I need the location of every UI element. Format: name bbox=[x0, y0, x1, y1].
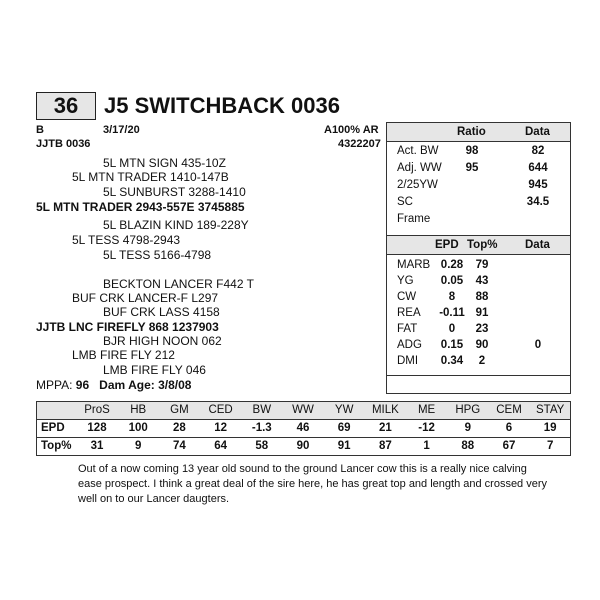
epd-row-top: 43 bbox=[475, 275, 489, 287]
epd-header bbox=[387, 235, 570, 255]
epd-table-top-cell: 67 bbox=[502, 440, 516, 452]
epd-row-top: 88 bbox=[475, 291, 489, 303]
epd-table-top-cell: 9 bbox=[134, 440, 142, 452]
epd-row-top: 2 bbox=[478, 355, 486, 367]
perf-data: 644 bbox=[528, 162, 548, 174]
epd-row-top: 91 bbox=[475, 307, 489, 319]
perf-data: 82 bbox=[531, 145, 545, 157]
epd-row-epd: 0 bbox=[448, 323, 456, 335]
dam-sire-dam: BUF CRK LASS 4158 bbox=[103, 305, 220, 319]
epd-row-label: REA bbox=[397, 307, 421, 319]
breed: A100% AR bbox=[324, 124, 379, 136]
top-row-label: Top% bbox=[41, 440, 72, 452]
perf-data: 945 bbox=[528, 179, 548, 191]
epd-row-epd: 0.15 bbox=[440, 339, 464, 351]
ratio-label: Ratio bbox=[457, 126, 486, 138]
sire-dam-dam: 5L TESS 5166-4798 bbox=[103, 248, 212, 262]
data-label: Data bbox=[525, 126, 550, 138]
epd-row-label: MARB bbox=[397, 259, 431, 271]
epd-table-header-cell: GM bbox=[170, 404, 189, 416]
epd-table-epd-cell: 12 bbox=[214, 422, 227, 434]
epd-table-header-cell: YW bbox=[334, 404, 354, 416]
perf-ratio: 95 bbox=[465, 162, 479, 174]
epd-table-header-cell: CEM bbox=[496, 404, 522, 416]
epd-row-label: ADG bbox=[397, 339, 422, 351]
perf-label: SC bbox=[397, 196, 413, 208]
epd-table-top-cell: 58 bbox=[255, 440, 269, 452]
epd-table-epd-cell: 28 bbox=[172, 422, 186, 434]
epd-row-label: YG bbox=[397, 275, 414, 287]
epd-row-label: EPD bbox=[41, 422, 65, 434]
lot-number: 36 bbox=[36, 92, 96, 120]
sire-dam: 5L TESS 4798-2943 bbox=[72, 233, 181, 247]
epd-row-epd: 0.05 bbox=[440, 275, 464, 287]
epd-row-data: 0 bbox=[534, 339, 542, 351]
perf-label: Frame bbox=[397, 213, 431, 225]
epd-table-epd-cell: 19 bbox=[543, 422, 557, 434]
epd-table-header-cell: ME bbox=[417, 404, 436, 416]
epd-table-header-cell: ProS bbox=[84, 404, 110, 416]
epd-row-top: 23 bbox=[475, 323, 489, 335]
epd-table bbox=[36, 401, 571, 456]
ratio-header bbox=[387, 123, 570, 142]
epd-table-header-cell: WW bbox=[292, 404, 314, 416]
dam-age-label: Dam Age: bbox=[99, 378, 155, 392]
epd-table-header-cell: STAY bbox=[536, 404, 565, 416]
epd-table-top-cell: 1 bbox=[423, 440, 430, 452]
dam-sire-sire: BECKTON LANCER F442 T bbox=[103, 277, 254, 291]
epd-table-top-cell: 87 bbox=[378, 440, 392, 452]
mppa-label: MPPA: bbox=[36, 378, 73, 392]
performance-box bbox=[386, 122, 571, 394]
epd-table-top-cell: 91 bbox=[337, 440, 351, 452]
epd-table-header-cell: MILK bbox=[371, 404, 399, 416]
epd-row-epd: 0.34 bbox=[440, 355, 464, 367]
epd-row-epd: 0.28 bbox=[440, 259, 464, 271]
sire-dam-sire: 5L BLAZIN KIND 189-228Y bbox=[103, 218, 249, 232]
epd-row-label: CW bbox=[397, 291, 417, 303]
epd-table-header-cell: BW bbox=[252, 404, 272, 416]
mppa-value: 96 bbox=[75, 378, 90, 392]
dam: JJTB LNC FIREFLY 868 1237903 bbox=[36, 320, 219, 334]
epd-table-epd-cell: 9 bbox=[464, 422, 471, 434]
dam-age-value: 3/8/08 bbox=[158, 378, 192, 392]
tattoo: JJTB 0036 bbox=[36, 138, 91, 150]
mppa-line bbox=[36, 378, 191, 392]
sire-sire-dam: 5L SUNBURST 3288-1410 bbox=[103, 185, 246, 199]
epd-table-header-cell: CED bbox=[208, 404, 233, 416]
epd-table-top-cell: 31 bbox=[90, 440, 104, 452]
dam-dam-sire: BJR HIGH NOON 062 bbox=[103, 334, 222, 348]
epd-row-epd: -0.11 bbox=[439, 307, 465, 319]
epd-table-epd-cell: 69 bbox=[337, 422, 351, 434]
comments: Out of a now coming 13 year old sound to the ground Lancer cow this is a really nice calving ease prospect. I think a great deal of the sire here, he has great top and length and crossed very well on to our Lancer daugters. bbox=[78, 463, 548, 505]
epd-row-label: FAT bbox=[397, 323, 418, 335]
epd-table-epd-cell: 46 bbox=[296, 422, 310, 434]
sex: B bbox=[36, 124, 44, 136]
sire: 5L MTN TRADER 2943-557E 3745885 bbox=[36, 200, 245, 214]
perf-label: Adj. WW bbox=[397, 162, 442, 174]
epd-table-epd-cell: 128 bbox=[87, 422, 107, 434]
sire-sire: 5L MTN TRADER 1410-147B bbox=[72, 170, 229, 184]
epd-table-epd-cell: -12 bbox=[418, 422, 435, 434]
epd-table-top-cell: 88 bbox=[461, 440, 475, 452]
dam-dam: LMB FIRE FLY 212 bbox=[72, 348, 175, 362]
reg-number: 4322207 bbox=[338, 138, 381, 150]
epd-table-top-cell: 90 bbox=[296, 440, 310, 452]
epd-table-epd-cell: 100 bbox=[128, 422, 148, 434]
epd-label: EPD bbox=[435, 239, 459, 251]
epd-table-top-cell: 7 bbox=[546, 440, 554, 452]
epd-table-header-cell: HB bbox=[130, 404, 147, 416]
epd-table-epd-cell: -1.3 bbox=[251, 422, 272, 434]
perf-label: 2/25YW bbox=[397, 179, 438, 191]
epd-table-epd-cell: 6 bbox=[505, 422, 513, 434]
epd-row-top: 79 bbox=[475, 259, 489, 271]
animal-name: J5 SWITCHBACK 0036 bbox=[104, 93, 340, 118]
sire-sire-sire: 5L MTN SIGN 435-10Z bbox=[103, 156, 226, 170]
perf-ratio: 98 bbox=[465, 145, 479, 157]
epd-table-top-cell: 64 bbox=[214, 440, 227, 452]
epd-table-top-cell: 74 bbox=[172, 440, 186, 452]
epd-row-epd: 8 bbox=[448, 291, 456, 303]
birth-date: 3/17/20 bbox=[103, 124, 140, 136]
perf-data: 34.5 bbox=[526, 196, 550, 208]
epd-data-label: Data bbox=[525, 239, 550, 251]
epd-table-epd-cell: 21 bbox=[378, 422, 392, 434]
dam-sire: BUF CRK LANCER-F L297 bbox=[72, 291, 219, 305]
perf-label: Act. BW bbox=[397, 145, 439, 157]
box-divider bbox=[387, 375, 570, 376]
dam-dam-dam: LMB FIRE FLY 046 bbox=[103, 363, 206, 377]
epd-row-top: 90 bbox=[475, 339, 489, 351]
top-label: Top% bbox=[467, 239, 498, 251]
epd-row-label: DMI bbox=[397, 355, 419, 367]
epd-table-header-cell: HPG bbox=[455, 404, 481, 416]
